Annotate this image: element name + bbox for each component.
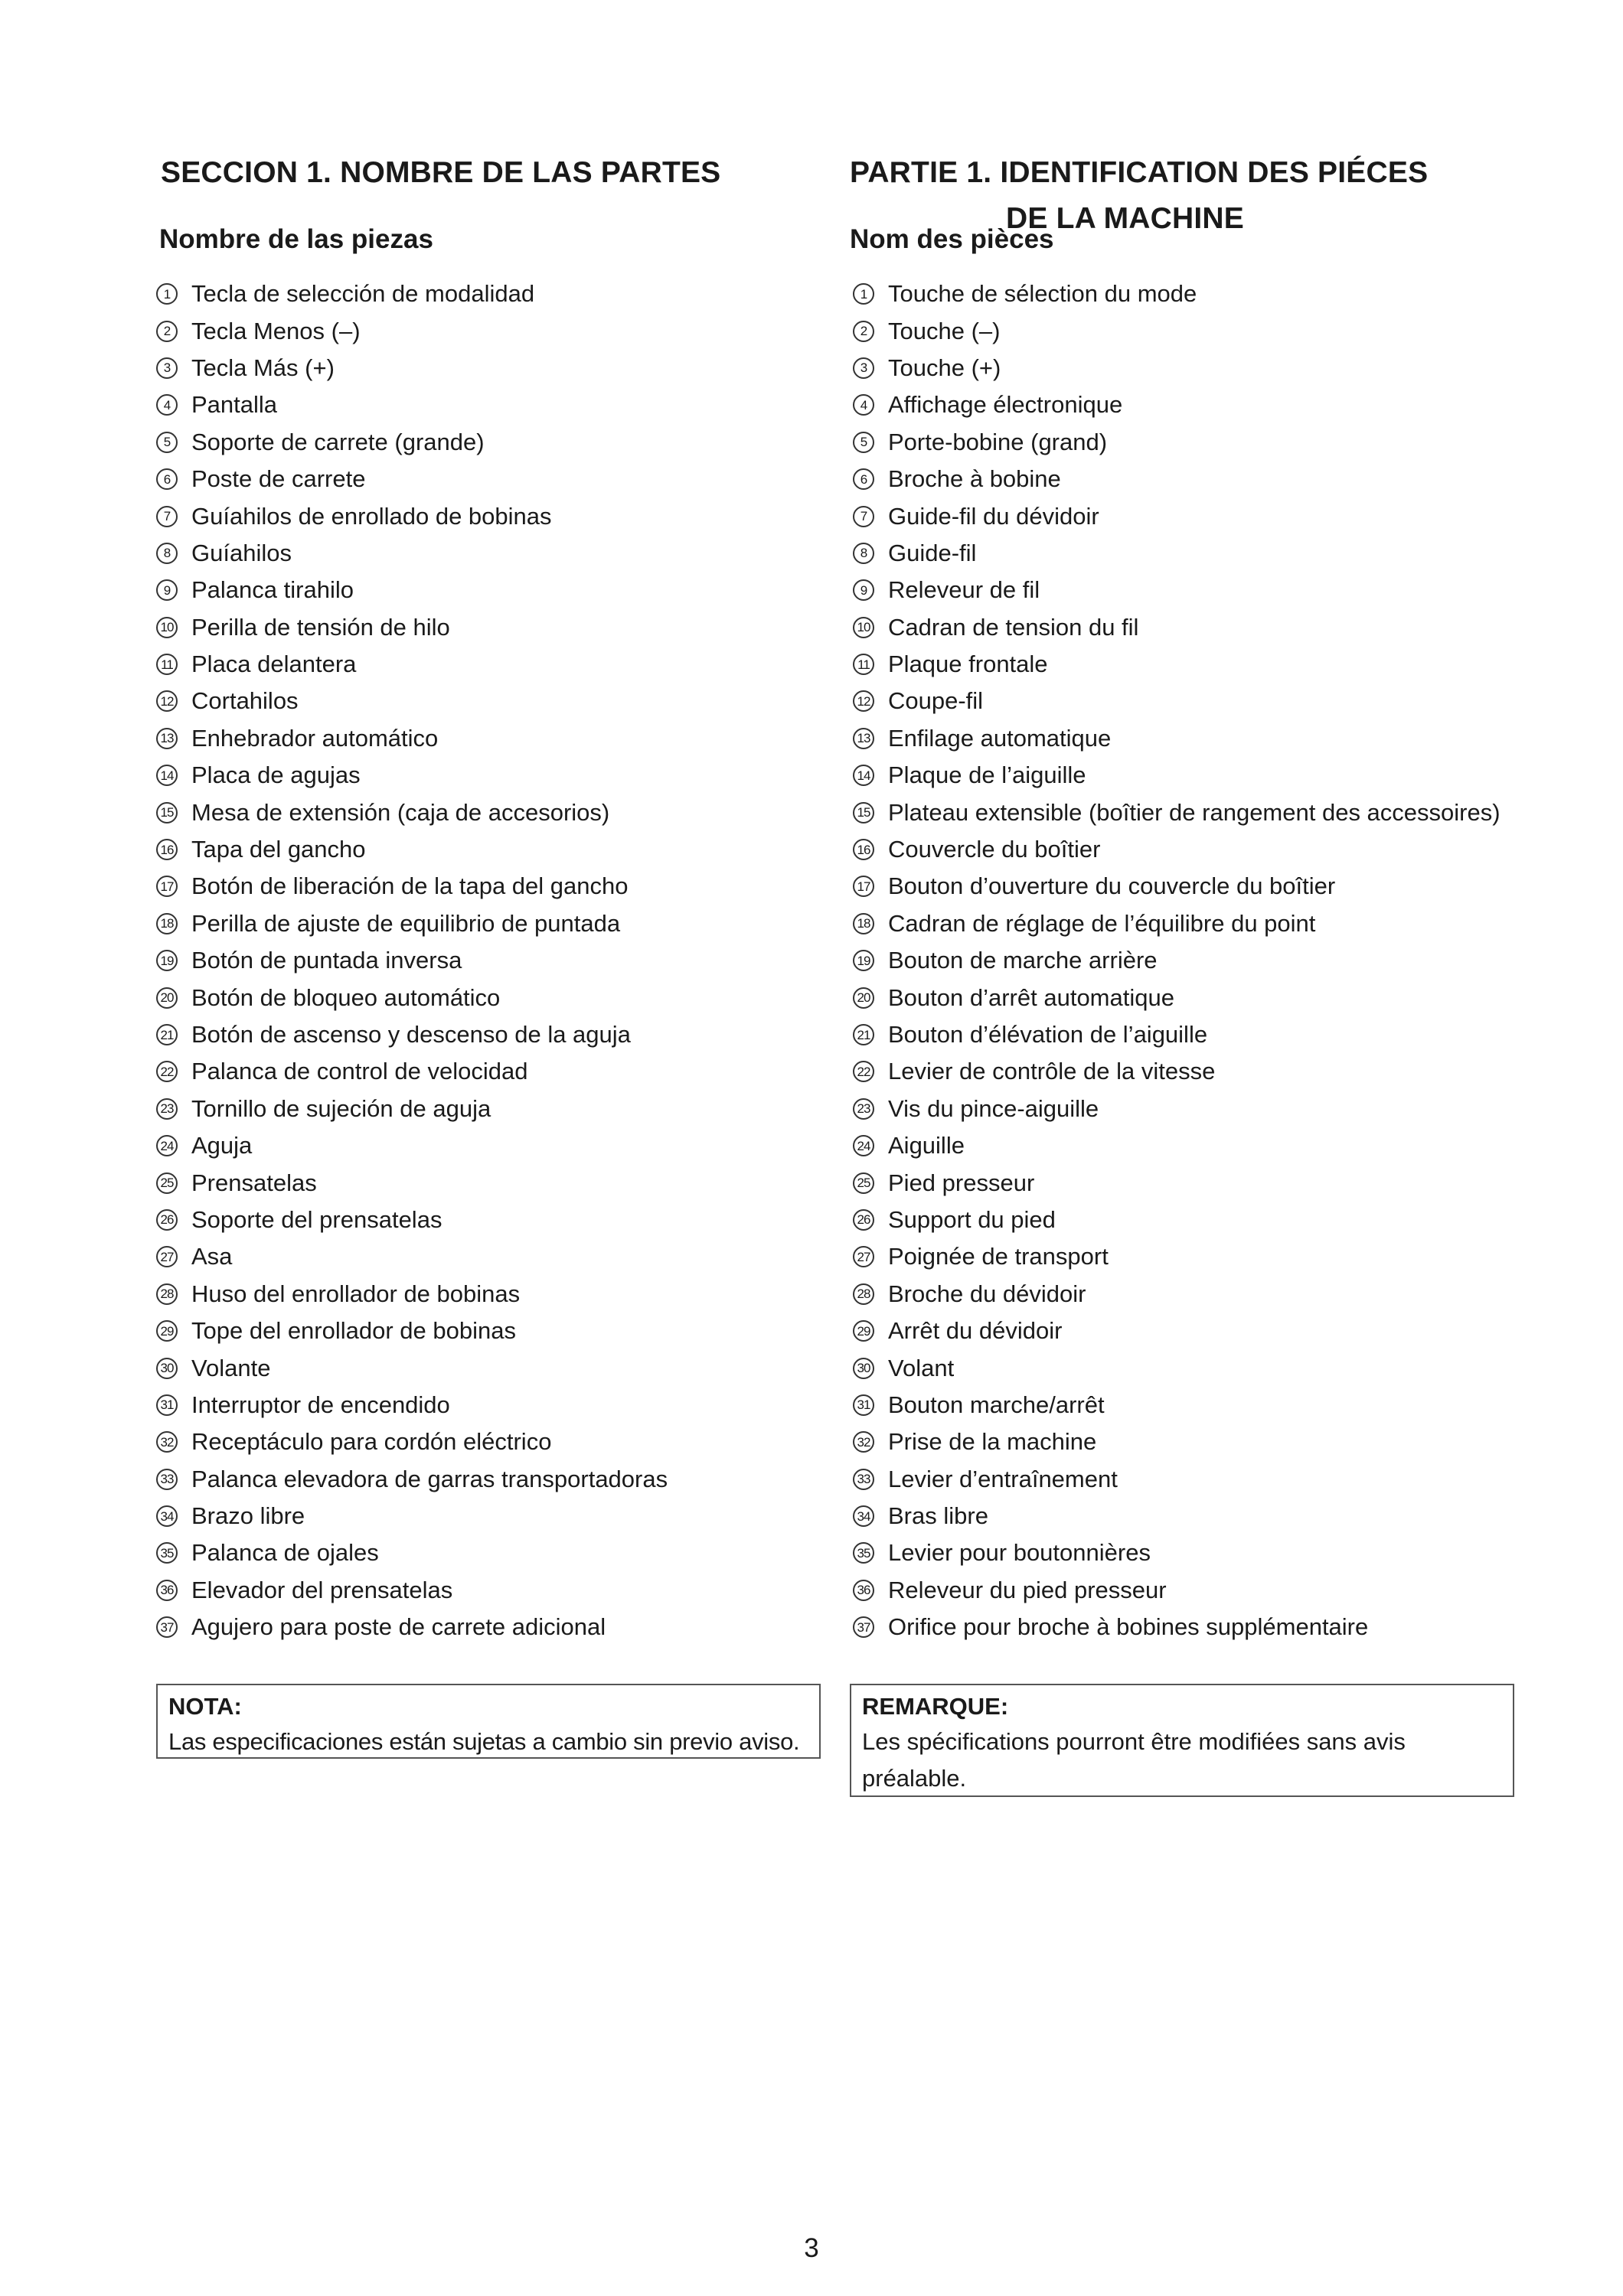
part-item (850, 942, 1501, 979)
part-label: Cadran de tension du fil (888, 613, 1139, 641)
part-label: Tope del enrollador de bobinas (191, 1317, 516, 1345)
part-label: Receptáculo para cordón eléctrico (191, 1428, 552, 1456)
part-item (850, 1238, 1501, 1275)
part-item (850, 757, 1501, 794)
part-item (153, 1424, 668, 1460)
part-label: Couvercle du boîtier (888, 836, 1101, 863)
part-label: Volante (191, 1354, 271, 1381)
part-label: Tecla de selección de modalidad (191, 280, 535, 308)
part-label: Levier pour boutonnières (888, 1539, 1151, 1567)
part-number: 18 (853, 913, 874, 934)
part-item (850, 979, 1501, 1016)
part-number: 13 (853, 728, 874, 749)
part-label: Prensatelas (191, 1169, 317, 1196)
part-number: 11 (156, 654, 178, 675)
part-number: 26 (853, 1209, 874, 1231)
part-number: 3 (156, 357, 178, 379)
part-label: Perilla de tensión de hilo (191, 613, 450, 641)
part-item (850, 831, 1501, 868)
part-item (850, 1534, 1501, 1571)
part-number: 36 (853, 1580, 874, 1601)
part-item (153, 1572, 668, 1609)
part-label: Huso del enrollador de bobinas (191, 1280, 521, 1307)
part-number: 32 (853, 1431, 874, 1453)
part-label: Agujero para poste de carrete adicional (191, 1613, 606, 1641)
part-item (153, 461, 668, 497)
part-item (850, 386, 1501, 423)
part-number: 6 (156, 468, 178, 490)
part-label: Support du pied (888, 1205, 1056, 1233)
part-item (850, 1609, 1501, 1645)
part-number: 10 (853, 617, 874, 638)
part-item (153, 1313, 668, 1349)
part-label: Bouton de marche arrière (888, 947, 1158, 974)
part-number: 16 (853, 839, 874, 860)
part-item (153, 720, 668, 757)
part-label: Affichage électronique (888, 391, 1123, 419)
part-item (153, 1053, 668, 1090)
part-number: 4 (156, 394, 178, 416)
note-text-es: Las especificaciones están sujetas a cambio sin previo aviso. (168, 1728, 800, 1755)
part-number: 33 (156, 1469, 178, 1490)
part-item (850, 572, 1501, 608)
part-item (850, 1572, 1501, 1609)
part-item (850, 1164, 1501, 1201)
part-label: Cadran de réglage de l’équilibre du point (888, 909, 1316, 937)
part-item (850, 1387, 1501, 1424)
part-label: Guide-fil (888, 539, 977, 566)
part-label: Enhebrador automático (191, 724, 439, 752)
part-item (850, 1498, 1501, 1534)
part-item (153, 868, 668, 905)
part-label: Placa de agujas (191, 762, 361, 789)
part-item (850, 609, 1501, 646)
part-item (153, 1091, 668, 1127)
part-number: 12 (853, 690, 874, 712)
part-number: 29 (853, 1320, 874, 1342)
part-number: 7 (853, 506, 874, 527)
part-label: Porte-bobine (grand) (888, 428, 1108, 455)
subheading-fr: Nom des pièces (850, 224, 1054, 254)
part-item (153, 350, 668, 386)
part-number: 30 (853, 1358, 874, 1379)
part-number: 33 (853, 1469, 874, 1490)
part-item (153, 683, 668, 719)
subheading-es: Nombre de las piezas (159, 224, 433, 254)
part-label: Mesa de extensión (caja de accesorios) (191, 798, 610, 826)
part-number: 25 (853, 1172, 874, 1194)
part-item (153, 424, 668, 461)
part-label: Asa (191, 1243, 233, 1270)
part-number: 19 (156, 950, 178, 971)
part-label: Enfilage automatique (888, 724, 1112, 752)
part-item (153, 535, 668, 572)
note-text-fr: Les spécifications pourront être modifiées sans avis préalable. (862, 1728, 1406, 1792)
part-item (850, 1127, 1501, 1164)
part-number: 11 (853, 654, 874, 675)
part-item (850, 794, 1501, 830)
part-item (850, 646, 1501, 683)
part-label: Coupe-fil (888, 687, 984, 715)
part-label: Placa delantera (191, 651, 357, 678)
part-label: Vis du pince-aiguille (888, 1094, 1099, 1122)
part-number: 24 (853, 1135, 874, 1156)
parts-list-fr (850, 276, 1501, 1645)
part-item (153, 1202, 668, 1238)
part-item (850, 1424, 1501, 1460)
part-label: Botón de bloqueo automático (191, 983, 501, 1011)
part-item (153, 831, 668, 868)
part-number: 15 (853, 802, 874, 823)
part-number: 22 (156, 1061, 178, 1082)
part-number: 4 (853, 394, 874, 416)
part-number: 25 (156, 1172, 178, 1194)
part-label: Brazo libre (191, 1502, 305, 1530)
part-label: Palanca tirahilo (191, 576, 354, 604)
part-label: Pantalla (191, 391, 278, 419)
part-number: 21 (156, 1024, 178, 1045)
part-item (153, 609, 668, 646)
part-number: 2 (853, 321, 874, 342)
part-number: 9 (156, 579, 178, 601)
part-label: Poste de carrete (191, 465, 366, 493)
part-number: 20 (853, 987, 874, 1009)
part-label: Palanca elevadora de garras transportadoras (191, 1465, 668, 1492)
part-item (153, 1276, 668, 1313)
part-item (850, 1313, 1501, 1349)
part-item (850, 905, 1501, 942)
part-number: 6 (853, 468, 874, 490)
part-label: Plaque frontale (888, 651, 1048, 678)
part-label: Botón de ascenso y descenso de la aguja (191, 1021, 631, 1048)
part-label: Bouton d’ouverture du couvercle du boîtier (888, 872, 1336, 900)
section-title-fr-line2: DE LA MACHINE (1006, 202, 1244, 235)
part-number: 29 (156, 1320, 178, 1342)
part-item (153, 386, 668, 423)
part-number: 9 (853, 579, 874, 601)
part-label: Touche (+) (888, 354, 1001, 381)
part-number: 27 (853, 1246, 874, 1267)
part-label: Guide-fil du dévidoir (888, 502, 1099, 530)
part-label: Cortahilos (191, 687, 299, 715)
part-label: Botón de liberación de la tapa del gancho (191, 872, 629, 900)
part-item (153, 1164, 668, 1201)
part-label: Plaque de l’aiguille (888, 762, 1086, 789)
part-number: 10 (156, 617, 178, 638)
part-label: Bras libre (888, 1502, 988, 1530)
part-label: Aiguille (888, 1132, 965, 1159)
part-item (153, 646, 668, 683)
part-number: 37 (156, 1616, 178, 1638)
part-item (153, 905, 668, 942)
part-label: Guíahilos de enrollado de bobinas (191, 502, 552, 530)
part-number: 5 (156, 432, 178, 453)
part-number: 31 (156, 1394, 178, 1416)
part-number: 17 (156, 876, 178, 897)
section-title-fr: PARTIE 1. IDENTIFICATION DES PIÉCES (850, 156, 1429, 189)
part-item (153, 312, 668, 349)
part-item (153, 1498, 668, 1534)
part-item (153, 1349, 668, 1386)
note-box-fr (850, 1684, 1514, 1797)
part-label: Releveur de fil (888, 576, 1040, 604)
part-number: 16 (156, 839, 178, 860)
part-label: Palanca de control de velocidad (191, 1058, 528, 1085)
part-item (153, 1016, 668, 1053)
part-number: 13 (156, 728, 178, 749)
part-label: Elevador del prensatelas (191, 1576, 453, 1603)
part-item (153, 942, 668, 979)
part-number: 23 (156, 1098, 178, 1120)
part-label: Tornillo de sujeción de aguja (191, 1094, 491, 1122)
page-number: 3 (804, 2233, 819, 2263)
part-item (850, 424, 1501, 461)
part-number: 1 (156, 283, 178, 305)
part-number: 8 (156, 543, 178, 564)
part-number: 21 (853, 1024, 874, 1045)
part-label: Tecla Más (+) (191, 354, 335, 381)
part-item (153, 1461, 668, 1498)
part-item (153, 1127, 668, 1164)
part-number: 2 (156, 321, 178, 342)
part-number: 14 (156, 765, 178, 786)
part-label: Orifice pour broche à bobines supplémentaire (888, 1613, 1369, 1641)
part-number: 34 (853, 1505, 874, 1527)
part-number: 27 (156, 1246, 178, 1267)
part-number: 7 (156, 506, 178, 527)
part-label: Prise de la machine (888, 1428, 1097, 1456)
part-label: Botón de puntada inversa (191, 947, 462, 974)
part-label: Levier d’entraînement (888, 1465, 1118, 1492)
part-item (153, 1534, 668, 1571)
note-box-es (156, 1684, 821, 1759)
part-label: Bouton marche/arrêt (888, 1391, 1105, 1418)
part-label: Soporte del prensatelas (191, 1205, 442, 1233)
part-item (850, 497, 1501, 534)
part-label: Volant (888, 1354, 955, 1381)
part-number: 26 (156, 1209, 178, 1231)
part-number: 32 (156, 1431, 178, 1453)
part-label: Bouton d’élévation de l’aiguille (888, 1021, 1208, 1048)
part-label: Broche du dévidoir (888, 1280, 1086, 1307)
part-label: Poignée de transport (888, 1243, 1109, 1270)
part-item (850, 276, 1501, 312)
part-label: Soporte de carrete (grande) (191, 428, 485, 455)
part-item (850, 535, 1501, 572)
part-number: 36 (156, 1580, 178, 1601)
part-item (153, 497, 668, 534)
part-item (153, 276, 668, 312)
part-label: Guíahilos (191, 539, 292, 566)
part-number: 12 (156, 690, 178, 712)
part-number: 31 (853, 1394, 874, 1416)
part-number: 28 (156, 1283, 178, 1305)
part-number: 24 (156, 1135, 178, 1156)
part-item (850, 1053, 1501, 1090)
part-label: Bouton d’arrêt automatique (888, 983, 1174, 1011)
part-item (153, 757, 668, 794)
part-number: 8 (853, 543, 874, 564)
part-item (850, 350, 1501, 386)
part-number: 35 (853, 1542, 874, 1564)
part-item (153, 794, 668, 830)
part-number: 3 (853, 357, 874, 379)
part-label: Releveur du pied presseur (888, 1576, 1167, 1603)
part-item (850, 720, 1501, 757)
part-number: 30 (156, 1358, 178, 1379)
part-number: 35 (156, 1542, 178, 1564)
part-item (850, 1276, 1501, 1313)
part-number: 15 (156, 802, 178, 823)
part-number: 19 (853, 950, 874, 971)
part-label: Arrêt du dévidoir (888, 1317, 1063, 1345)
part-label: Levier de contrôle de la vitesse (888, 1058, 1216, 1085)
part-number: 5 (853, 432, 874, 453)
part-item (850, 1461, 1501, 1498)
part-label: Touche de sélection du mode (888, 280, 1197, 308)
part-label: Palanca de ojales (191, 1539, 379, 1567)
parts-list-es (153, 276, 668, 1645)
part-item (153, 979, 668, 1016)
part-number: 34 (156, 1505, 178, 1527)
part-item (153, 1238, 668, 1275)
part-number: 37 (853, 1616, 874, 1638)
part-item (153, 1387, 668, 1424)
part-label: Touche (–) (888, 317, 1001, 344)
part-label: Tecla Menos (–) (191, 317, 361, 344)
part-number: 28 (853, 1283, 874, 1305)
part-label: Pied presseur (888, 1169, 1035, 1196)
part-item (850, 312, 1501, 349)
part-item (850, 1091, 1501, 1127)
part-item (850, 1349, 1501, 1386)
part-item (850, 461, 1501, 497)
part-label: Broche à bobine (888, 465, 1061, 493)
note-title-fr: REMARQUE: (862, 1693, 1009, 1720)
part-number: 20 (156, 987, 178, 1009)
part-label: Perilla de ajuste de equilibrio de puntada (191, 909, 621, 937)
part-label: Aguja (191, 1132, 253, 1159)
part-item (850, 1016, 1501, 1053)
part-number: 17 (853, 876, 874, 897)
part-item (850, 868, 1501, 905)
part-number: 14 (853, 765, 874, 786)
part-label: Plateau extensible (boîtier de rangement des accessoires) (888, 798, 1501, 826)
part-item (153, 1609, 668, 1645)
part-item (850, 1202, 1501, 1238)
part-number: 18 (156, 913, 178, 934)
section-title-es: SECCION 1. NOMBRE DE LAS PARTES (161, 156, 721, 189)
part-number: 23 (853, 1098, 874, 1120)
note-title-es: NOTA: (168, 1693, 242, 1720)
part-number: 22 (853, 1061, 874, 1082)
part-number: 1 (853, 283, 874, 305)
part-item (850, 683, 1501, 719)
part-label: Tapa del gancho (191, 836, 366, 863)
part-item (153, 572, 668, 608)
part-label: Interruptor de encendido (191, 1391, 450, 1418)
